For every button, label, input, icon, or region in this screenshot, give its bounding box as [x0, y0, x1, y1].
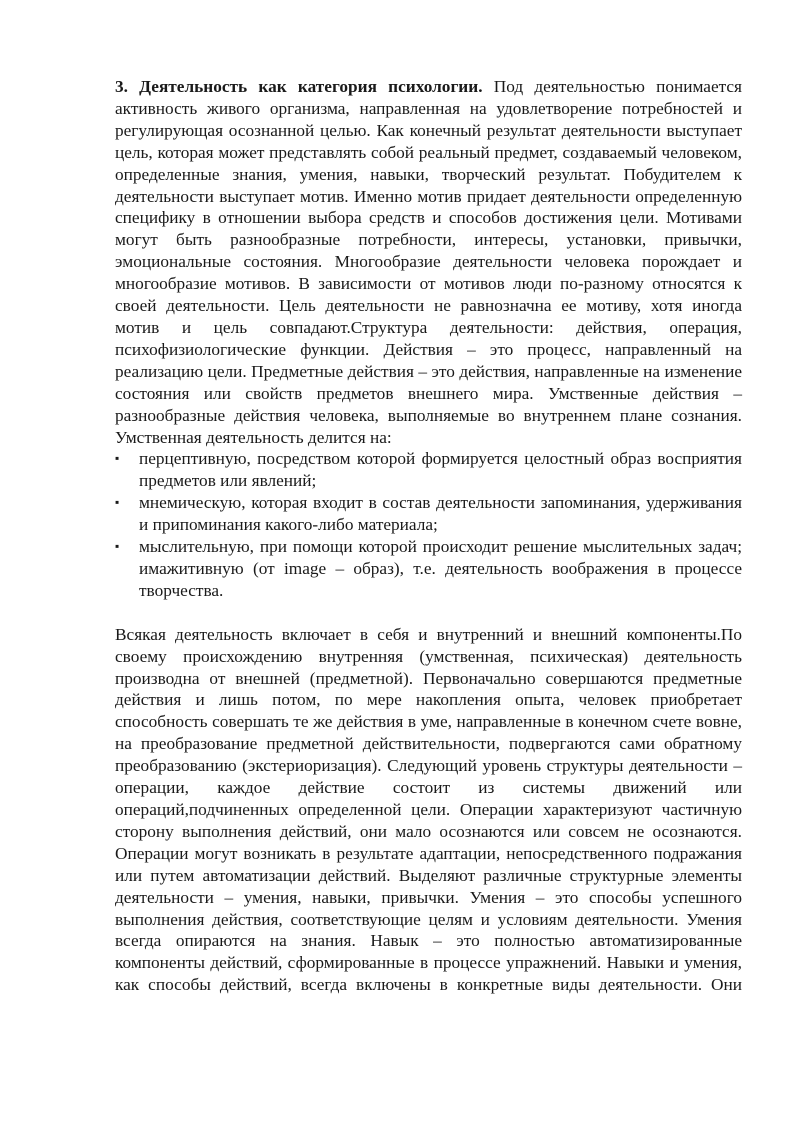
intro-paragraph — [115, 76, 742, 448]
bullet-icon: ▪ — [115, 451, 120, 466]
list-item-text: мнемическую, которая входит в состав деятельности запоминания, удерживания и припоминания какого-либо материала; — [139, 493, 742, 535]
list-item-text: мыслительную, при помощи которой происходит решение мыслительных задач; имажитивную (от image – образ), т.е. деятельность воображения в процессе творчества. — [139, 537, 742, 600]
mental-activity-list — [115, 448, 742, 601]
list-item — [115, 492, 742, 536]
document-page — [115, 76, 742, 996]
second-paragraph: Всякая деятельность включает в себя и внутренний и внешний компоненты.По своему происхождению внутренняя (умственная, психическая) деятельность производна от внешней (предметной). Первоначально совершаются предметные действия и лишь потом, по мере накопления опыта, человек приобретает способность совершать те же действия в уме, направленные в конечном счете вовне, на преобразование предметной действительности, подвергаются сами обратному преобразованию (экстериоризация). Следующий уровень структуры деятельности – операции, каждое действие состоит из системы движений или операций,подчиненных определенной цели. Операции характеризуют частичную сторону выполнения действий, они мало осознаются или совсем не осознаются. Операции могут возникать в результате адаптации, непосредственного подражания или путем автоматизации действий. Выделяют различные структурные элементы деятельности – умения, навыки, привычки. Умения – это способы успешного выполнения действия, соответствующие целям и условиям деятельности. Умения всегда опираются на знания. Навык – это полностью автоматизированные компоненты действий, сформированные в процессе упражнений. Навыки и умения, как способы действий, всегда включены в конкретные виды деятельности. Они — [115, 624, 742, 995]
list-item — [115, 536, 742, 602]
section-heading: 3. Деятельность как категория психологии. — [115, 77, 483, 96]
bullet-icon: ▪ — [115, 539, 120, 554]
list-item-text: перцептивную, посредством которой формируется целостный образ восприятия предметов или явлений; — [139, 449, 742, 491]
intro-text: Под деятельностью понимается активность живого организма, направленная на удовлетворение потребностей и регулирующая осознанной целью. Как конечный результат деятельности выступает цель, которая может представлять собой реальный предмет, создаваемый человеком, определенные знания, умения, навыки, творческий результат. Побудителем к деятельности выступает мотив. Именно мотив придает деятельности определенную специфику в отношении выбора средств и способов достижения цели. Мотивами могут быть разнообразные потребности, интересы, установки, привычки, эмоциональные состояния. Многообразие деятельности человека порождает и многообразие мотивов. В зависимости от мотивов люди по-разному относятся к своей деятельности. Цель деятельности не равнозначна ее мотиву, хотя иногда мотив и цель совпадают.Структура деятельности: действия, операция, психофизиологические функции. Действия – это процесс, направленный на реализацию цели. Предметные действия – это действия, направленные на изменение состояния или свойств предметов внешнего мира. Умственные действия – разнообразные действия человека, выполняемые во внутреннем плане сознания. Умственная деятельность делится на: — [115, 77, 742, 447]
bullet-icon: ▪ — [115, 495, 120, 510]
list-item — [115, 448, 742, 492]
